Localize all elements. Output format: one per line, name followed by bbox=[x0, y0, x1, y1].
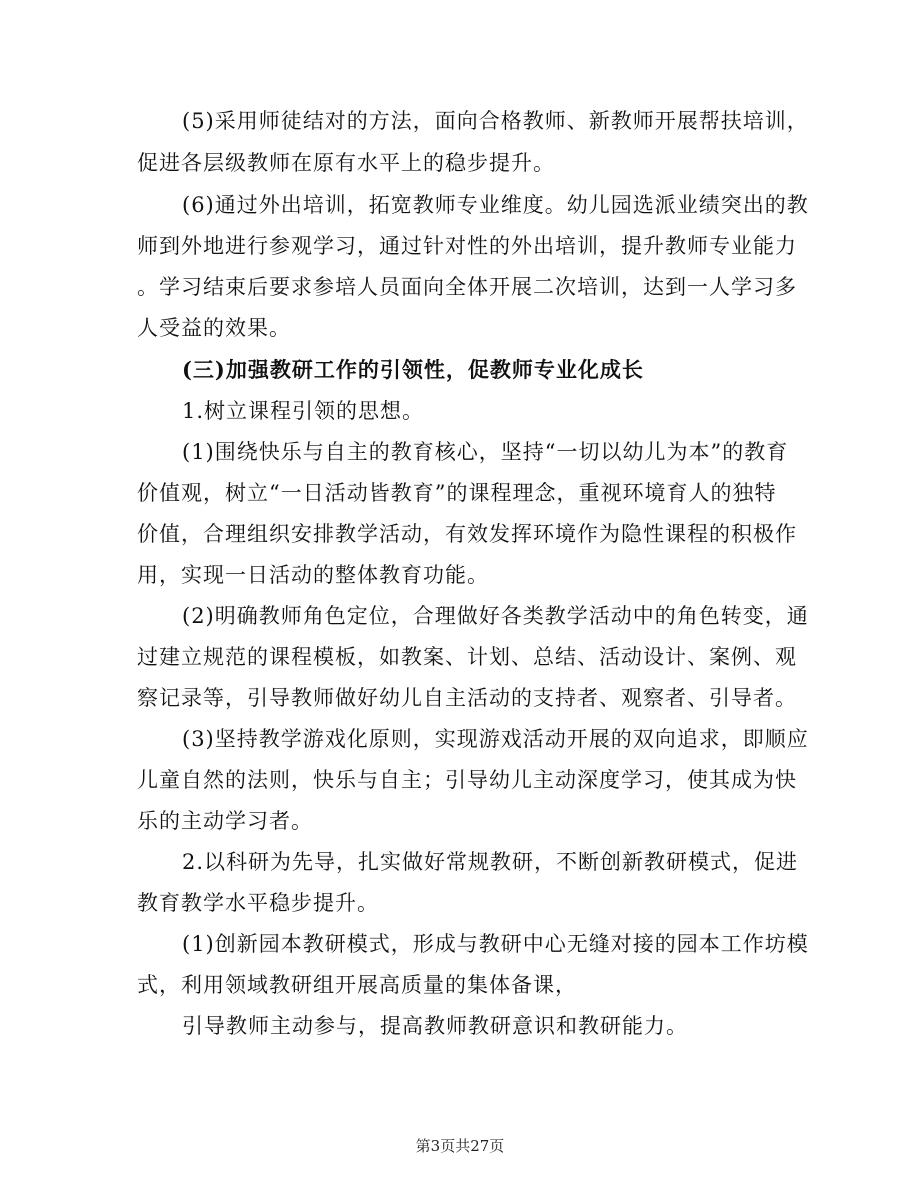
text-line: 儿童自然的法则，快乐与自主；引导幼儿主动深度学习，使其成为快 bbox=[137, 768, 797, 792]
text-line: 察记录等，引导教师做好幼儿自主活动的支持者、观察者、引导者。 bbox=[137, 686, 797, 710]
text-line: (3)坚持教学游戏化原则，实现游戏活动开展的双向追求，即顺应 bbox=[182, 727, 809, 751]
text-line: 乐的主动学习者。 bbox=[137, 809, 313, 833]
subsection-heading: 2.以科研为先导，扎实做好常规教研，不断创新教研模式，促进 bbox=[182, 850, 799, 874]
text-line: 引导教师主动参与，提高教师教研意识和教研能力。 bbox=[182, 1014, 688, 1038]
text-line: 式，利用领域教研组开展高质量的集体备课， bbox=[137, 973, 577, 997]
text-line: 价值观，树立“一日活动皆教育”的课程理念，重视环境育人的独特 bbox=[137, 481, 777, 505]
text-line: (6)通过外出培训，拓宽教师专业维度。幼儿园选派业绩突出的教 bbox=[182, 193, 809, 217]
text-line: (5)采用师徒结对的方法，面向合格教师、新教师开展帮扶培训， bbox=[182, 109, 809, 133]
text-line: 过建立规范的课程模板，如教案、计划、总结、活动设计、案例、观 bbox=[137, 645, 797, 669]
text-line: (2)明确教师角色定位，合理做好各类教学活动中的角色转变，通 bbox=[182, 604, 809, 628]
text-line: 人受益的效果。 bbox=[137, 316, 291, 340]
text-line: 。学习结束后要求参培人员面向全体开展二次培训，达到一人学习多 bbox=[137, 275, 797, 299]
text-line: 师到外地进行参观学习，通过针对性的外出培训，提升教师专业能力 bbox=[137, 234, 797, 258]
page-number-footer: 第3页共27页 bbox=[415, 1137, 505, 1155]
text-line: 教育教学水平稳步提升。 bbox=[137, 891, 379, 915]
text-line: 用，实现一日活动的整体教育功能。 bbox=[137, 563, 489, 587]
text-line: 价值，合理组织安排教学活动，有效发挥环境作为隐性课程的积极作 bbox=[137, 522, 797, 546]
text-line: (1)围绕快乐与自主的教育核心，坚持“一切以幼儿为本”的教育 bbox=[182, 440, 789, 464]
subsection-heading: 1.树立课程引领的思想。 bbox=[182, 399, 425, 423]
text-line: 促进各层级教师在原有水平上的稳步提升。 bbox=[137, 151, 555, 175]
section-heading: (三)加强教研工作的引领性，促教师专业化成长 bbox=[182, 357, 644, 382]
text-line: (1)创新园本教研模式，形成与教研中心无缝对接的园本工作坊模 bbox=[182, 932, 809, 956]
